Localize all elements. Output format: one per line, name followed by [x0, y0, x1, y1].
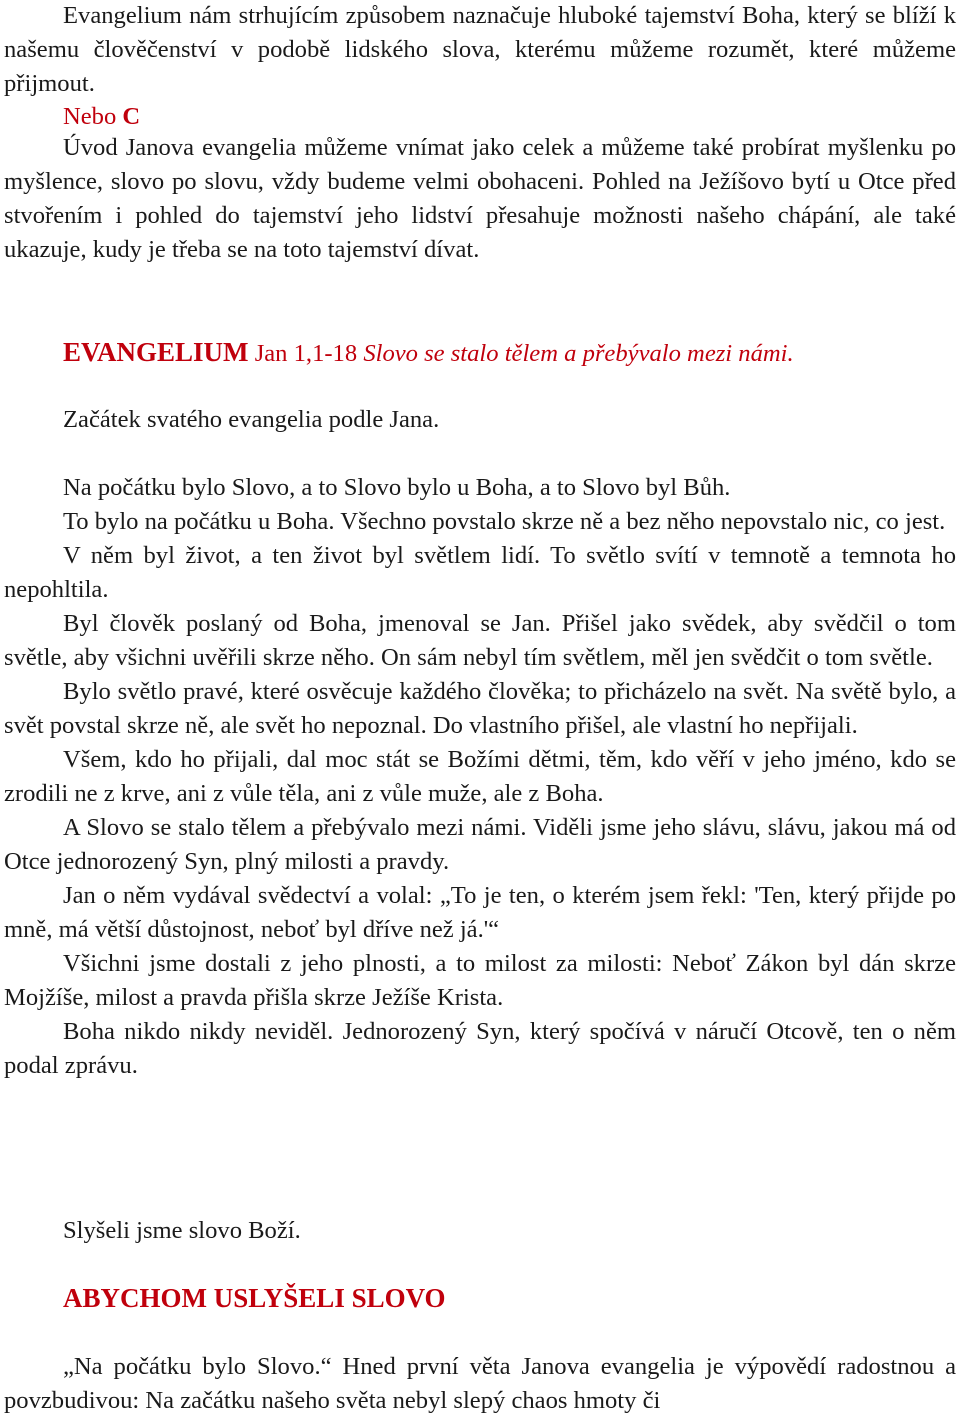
intro-paragraph: Evangelium nám strhujícím způsobem naznačuje hluboké tajemství Boha, který se blíží k našemu člověčenství v podobě lidského slova, kterému můžeme rozumět, které můžeme přijmout. — [4, 2, 956, 97]
verse-paragraph: Byl člověk poslaný od Boha, jmenoval se Jan. Přišel jako svědek, aby svědčil o tom světle, aby všichni uvěřili skrze něho. On sám nebyl tím světlem, měl jen svědčit o tom světle. — [4, 610, 956, 671]
section-heading: ABYCHOM USLYŠELI SLOVO — [63, 1283, 446, 1313]
verse-paragraph: Bylo světlo pravé, které osvěcuje každého člověka; to přicházelo na svět. Na světě bylo, a svět povstal skrze ně, ale svět ho nepoznal. Do vlastního přišel, ale vlastní ho nepřijali. — [4, 678, 956, 739]
section-paragraph: „Na počátku bylo Slovo.“ Hned první věta Janova evangelia je výpovědí radostnou a povzbudivou: Na začátku našeho světa nebyl slepý chaos hmoty či — [4, 1353, 956, 1414]
gospel-text — [4, 471, 956, 1083]
gospel-closing: Slyšeli jsme slovo Boží. — [63, 1217, 301, 1244]
verse-paragraph: Na počátku bylo Slovo, a to Slovo bylo u Boha, a to Slovo byl Bůh. — [63, 474, 731, 501]
option-letter: C — [122, 103, 141, 130]
gospel-heading-line — [4, 335, 956, 371]
gospel-intro-line: Začátek svatého evangelia podle Jana. — [63, 406, 440, 433]
gospel-subtitle: Slovo se stalo tělem a přebývalo mezi námi. — [363, 340, 794, 367]
verse-paragraph: Boha nikdo nikdy neviděl. Jednorozený Syn, který spočívá v náručí Otcově, ten o něm podal zprávu. — [4, 1018, 956, 1079]
option-label-text: Nebo — [63, 103, 123, 130]
verse-paragraph: Jan o něm vydával svědectví a volal: „To je ten, o kterém jsem řekl: 'Ten, který přijde po mně, má větší důstojnost, neboť byl dříve než já.'“ — [4, 882, 956, 943]
option-label — [4, 100, 956, 134]
verse-paragraph: To bylo na počátku u Boha. Všechno povstalo skrze ně a bez něho nepovstalo nic, co jest. — [63, 508, 946, 535]
gospel-heading: EVANGELIUM — [63, 337, 249, 367]
verse-paragraph: Všem, kdo ho přijali, dal moc stát se Božími dětmi, těm, kdo věří v jeho jméno, kdo se zrodili ne z krve, ani z vůle těla, ani z vůle muže, ale z Boha. — [4, 746, 956, 807]
verse-paragraph: Všichni jsme dostali z jeho plnosti, a to milost za milosti: Neboť Zákon byl dán skrze Mojžíše, milost a pravda přišla skrze Ježíše Krista. — [4, 950, 956, 1011]
verse-paragraph: A Slovo se stalo tělem a přebývalo mezi námi. Viděli jsme jeho slávu, slávu, jakou má od Otce jednorozený Syn, plný milosti a pravdy. — [4, 814, 956, 875]
verse-paragraph: V něm byl život, a ten život byl světlem lidí. To světlo svítí v temnotě a temnota ho nepohltila. — [4, 542, 956, 603]
commentary-paragraph: Úvod Janova evangelia můžeme vnímat jako celek a můžeme také probírat myšlenku po myšlence, slovo po slovu, vždy budeme velmi obohaceni. Pohled na Ježíšovo bytí u Otce před stvořením i pohled do tajemství jeho lidství přesahuje možnosti našeho chápání, ale také ukazuje, kudy je třeba se na toto tajemství dívat. — [4, 134, 956, 263]
gospel-reference: Jan 1,1-18 — [248, 340, 364, 367]
